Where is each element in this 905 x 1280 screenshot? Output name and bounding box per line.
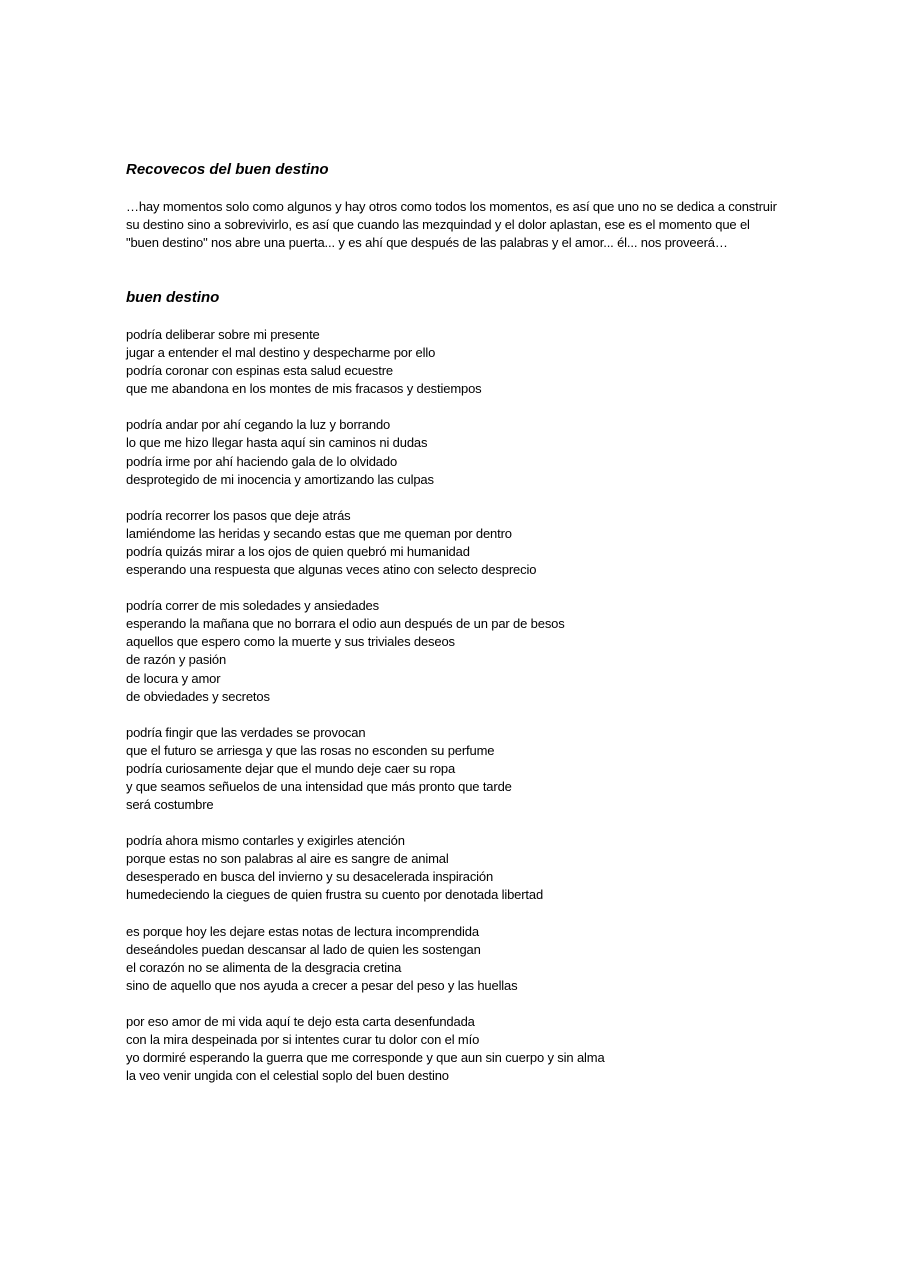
poem-line: podría andar por ahí cegando la luz y borrando xyxy=(126,417,391,433)
poem-line: la veo venir ungida con el celestial soplo del buen destino xyxy=(126,1068,449,1084)
poem-line: el corazón no se alimenta de la desgracia cretina xyxy=(126,959,402,975)
poem-stanza xyxy=(126,507,786,579)
poem-line: podría fingir que las verdades se provocan xyxy=(126,724,366,740)
poem-line: será costumbre xyxy=(126,797,214,813)
poem-line: con la mira despeinada por si intentes curar tu dolor con el mío xyxy=(126,1032,480,1047)
poem-line: podría quizás mirar a los ojos de quien quebró mi humanidad xyxy=(126,543,470,559)
poem-stanza xyxy=(126,923,786,995)
poem-line: y que seamos señuelos de una intensidad que más pronto que tarde xyxy=(126,778,512,794)
poem-stanza xyxy=(126,832,786,904)
poem-stanza xyxy=(126,1013,786,1085)
poem-line: de obviedades y secretos xyxy=(126,688,270,704)
poem-line: esperando la mañana que no borrara el odio aun después de un par de besos xyxy=(126,616,565,632)
poem-line: sino de aquello que nos ayuda a crecer a pesar del peso y las huellas xyxy=(126,977,518,993)
poem-line: por eso amor de mi vida aquí te dejo esta carta desenfundada xyxy=(126,1013,475,1029)
poem-line: desesperado en busca del invierno y su desacelerada inspiración xyxy=(126,869,494,885)
poem-line: lo que me hizo llegar hasta aquí sin caminos ni dudas xyxy=(126,435,428,451)
poem-stanza xyxy=(126,724,786,814)
poem-line: que me abandona en los montes de mis fracasos y destiempos xyxy=(126,381,482,397)
document-page xyxy=(126,160,786,1103)
poem-line: podría recorrer los pasos que deje atrás xyxy=(126,507,351,523)
poem-line: podría deliberar sobre mi presente xyxy=(126,327,320,342)
poem-line: podría correr de mis soledades y ansiedades xyxy=(126,598,379,614)
poem-title: buen destino xyxy=(126,289,220,306)
poem-line: podría coronar con espinas esta salud ecuestre xyxy=(126,363,393,379)
poem-line: de razón y pasión xyxy=(126,652,227,668)
poem-line: esperando una respuesta que algunas veces atino con selecto desprecio xyxy=(126,562,537,578)
poem-stanza xyxy=(126,597,786,706)
poem-line: podría curiosamente dejar que el mundo deje caer su ropa xyxy=(126,760,456,776)
poem-line: aquellos que espero como la muerte y sus triviales deseos xyxy=(126,634,455,650)
poem-line: jugar a entender el mal destino y despecharme por ello xyxy=(126,345,436,361)
document-title: Recovecos del buen destino xyxy=(126,161,329,178)
poem-line: que el futuro se arriesga y que las rosas no esconden su perfume xyxy=(126,742,495,758)
poem-line: desprotegido de mi inocencia y amortizando las culpas xyxy=(126,471,434,487)
poem-line: podría irme por ahí haciendo gala de lo olvidado xyxy=(126,453,398,469)
poem-line: yo dormiré esperando la guerra que me corresponde y que aun sin cuerpo y sin alma xyxy=(126,1050,605,1066)
intro-paragraph: …hay momentos solo como algunos y hay otros como todos los momentos, es así que uno no se dedica a construir su destino sino a sobrevivirlo, es así que cuando las mezquindad y el dolor aplastan, ese es el momento que el "buen destino" nos abre una puerta... y es ahí que después de las palabras y el amor... él... nos proveerá… xyxy=(126,199,777,250)
poem-line: porque estas no son palabras al aire es sangre de animal xyxy=(126,851,449,867)
poem-stanza xyxy=(126,326,786,398)
poem-body xyxy=(126,326,786,1085)
poem-line: lamiéndome las heridas y secando estas que me queman por dentro xyxy=(126,525,512,541)
poem-line: deseándoles puedan descansar al lado de quien les sostengan xyxy=(126,941,481,957)
poem-line: es porque hoy les dejare estas notas de lectura incomprendida xyxy=(126,923,479,939)
poem-line: humedeciendo la ciegues de quien frustra su cuento por denotada libertad xyxy=(126,887,544,903)
poem-line: de locura y amor xyxy=(126,670,221,686)
poem-stanza xyxy=(126,416,786,488)
poem-line: podría ahora mismo contarles y exigirles atención xyxy=(126,833,405,849)
